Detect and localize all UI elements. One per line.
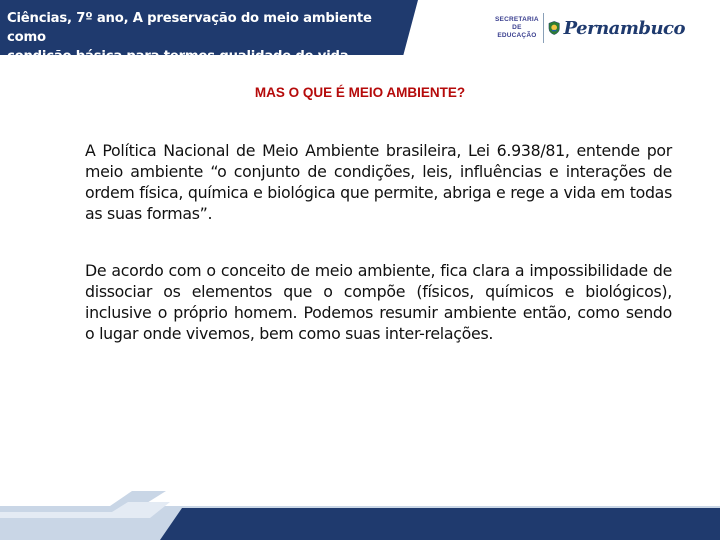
secretaria-label-line-1: SECRETARIA — [495, 16, 539, 23]
lesson-title-line-1: Ciências, 7º ano, A preservação do meio ambiente como — [7, 11, 372, 45]
paragraph-explanation: De acordo com o conceito de meio ambiente, fica clara a impossibilidade de dissociar os elementos que o compõe (físicos, químicos e biológicos), inclusive o próprio homem. Podemos resumir ambiente então, como sendo o lugar onde vivemos, bem como suas inter-relações. — [85, 261, 672, 343]
secretaria-label — [495, 16, 539, 40]
pernambuco-coat-of-arms-icon — [548, 13, 560, 43]
pernambuco-wordmark: Pernambuco — [563, 17, 685, 39]
footer-decoration — [0, 486, 720, 540]
lesson-title-line-2: condição básica para termos qualidade de vida. — [7, 49, 354, 64]
government-logo — [495, 6, 685, 50]
paragraph-definition: A Política Nacional de Meio Ambiente brasileira, Lei 6.938/81, entende por meio ambiente “o conjunto de condições, leis, influências e interações de ordem física, química e biológica que permite, abriga e rege a vida em todas as suas formas”. — [85, 141, 672, 223]
footer-dark-band — [160, 508, 720, 540]
lesson-title — [7, 9, 407, 66]
secretaria-label-line-2: DE EDUCAÇÃO — [497, 24, 537, 39]
section-heading: MAS O QUE É MEIO AMBIENTE? — [254, 85, 466, 100]
